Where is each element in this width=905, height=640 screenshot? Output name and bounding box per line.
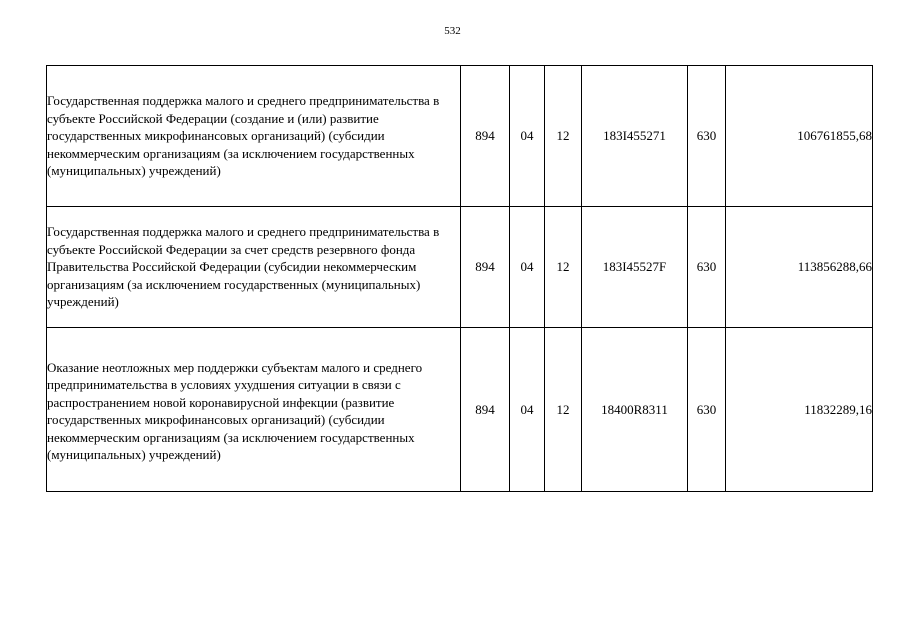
ministry-code: 894: [461, 66, 510, 207]
table-row: [47, 66, 873, 207]
row-description: Государственная поддержка малого и среднего предпринимательства в субъекте Российской Федерации за счет средств резервного фонда Правительства Российской Федерации (субсидии некоммерческим организациям (за исключением государственных (муниципальных) учреждений): [47, 207, 461, 328]
target-article-code: 183I455271: [582, 66, 688, 207]
budget-table: [46, 65, 873, 492]
table-row: [47, 328, 873, 492]
target-article-code: 183I45527F: [582, 207, 688, 328]
subsection-code: 12: [545, 207, 582, 328]
expense-type-code: 630: [688, 328, 726, 492]
page-number: 532: [444, 25, 461, 37]
ministry-code: 894: [461, 207, 510, 328]
target-article-code: 18400R8311: [582, 328, 688, 492]
expense-type-code: 630: [688, 66, 726, 207]
ministry-code: 894: [461, 328, 510, 492]
table-row: [47, 207, 873, 328]
row-description: Государственная поддержка малого и среднего предпринимательства в субъекте Российской Федерации (создание и (или) развитие государственных микрофинансовых организаций) (субсидии некоммерческим организациям (за исключением государственных (муниципальных) учреждений): [47, 66, 461, 207]
amount: 106761855,68: [726, 66, 873, 207]
subsection-code: 12: [545, 328, 582, 492]
subsection-code: 12: [545, 66, 582, 207]
amount: 11832289,16: [726, 328, 873, 492]
expense-type-code: 630: [688, 207, 726, 328]
section-code: 04: [510, 328, 545, 492]
row-description: Оказание неотложных мер поддержки субъектам малого и среднего предпринимательства в условиях ухудшения ситуации в связи с распространением новой коронавирусной инфекции (развитие государственных микрофинансовых организаций) (субсидии некоммерческим организациям (за исключением государственных (муниципальных) учреждений): [47, 328, 461, 492]
section-code: 04: [510, 207, 545, 328]
section-code: 04: [510, 66, 545, 207]
amount: 113856288,66: [726, 207, 873, 328]
